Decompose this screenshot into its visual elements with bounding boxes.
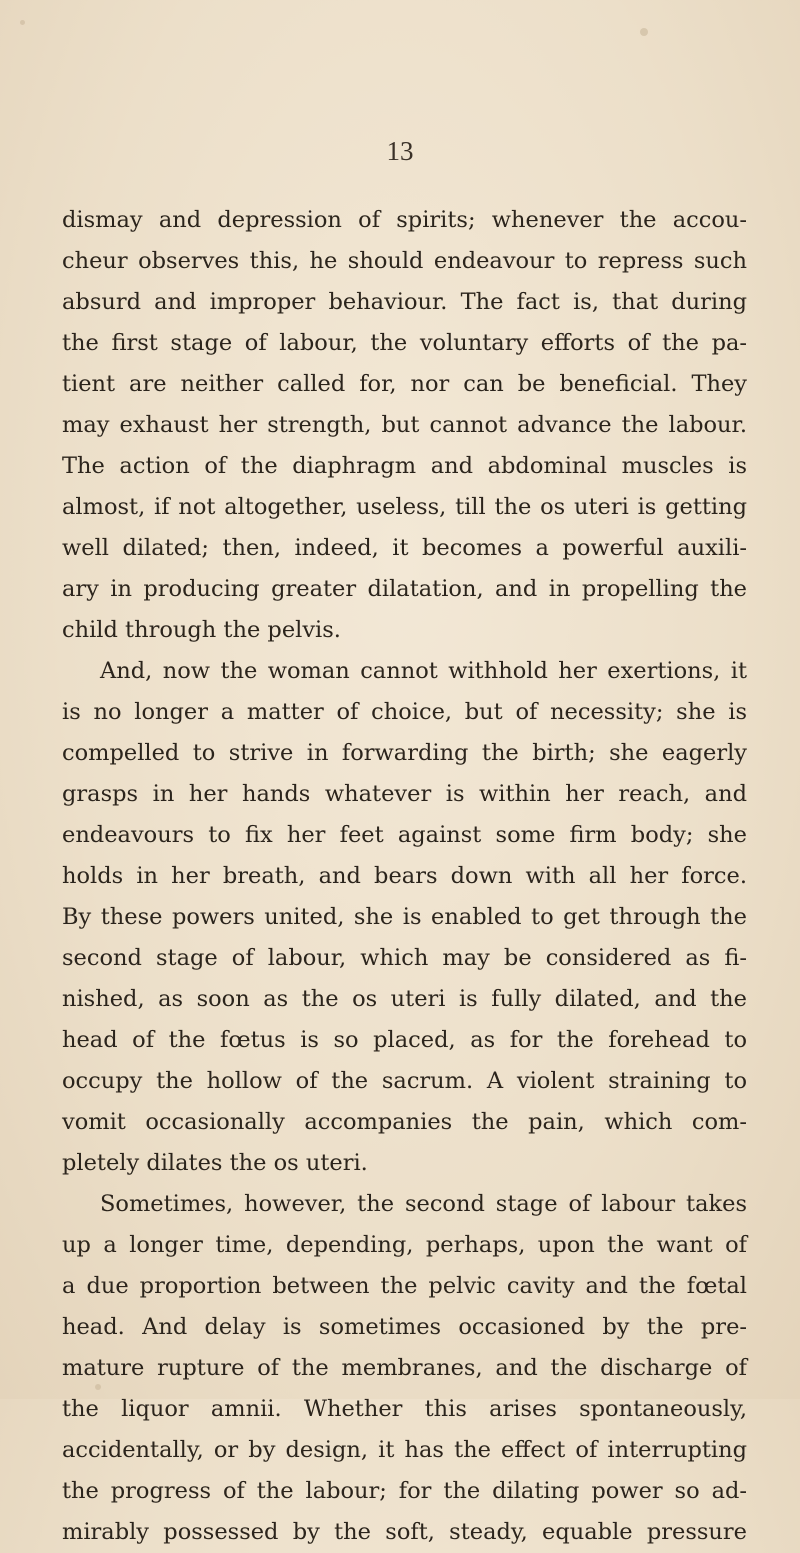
paper-stain — [20, 20, 25, 25]
text-line: the progress of the labour; for the dilating power so ad- — [62, 1478, 747, 1504]
text-line: holds in her breath, and bears down with all her force. — [62, 863, 747, 889]
text-line: dismay and depression of spirits; whenever the accou- — [62, 207, 747, 233]
text-line: second stage of labour, which may be considered as fi- — [62, 945, 747, 971]
text-line: pletely dilates the os uteri. — [62, 1150, 368, 1176]
page-number: 13 — [386, 136, 414, 166]
paragraph — [62, 1184, 747, 1553]
text-line: And, now the woman cannot withhold her exertions, it — [100, 658, 747, 684]
text-line: The action of the diaphragm and abdominal muscles is — [62, 453, 747, 479]
paragraph — [62, 200, 747, 651]
text-line: child through the pelvis. — [62, 617, 341, 643]
text-line: By these powers united, she is enabled to get through the — [62, 904, 747, 930]
text-line: vomit occasionally accompanies the pain, which com- — [62, 1109, 747, 1135]
text-line: occupy the hollow of the sacrum. A violent straining to — [62, 1068, 747, 1094]
text-line: Sometimes, however, the second stage of labour takes — [100, 1191, 747, 1217]
text-line: head. And delay is sometimes occasioned by the pre- — [62, 1314, 747, 1340]
text-line: mirably possessed by the soft, steady, equable pressure — [62, 1519, 747, 1545]
paper-stain — [640, 28, 648, 36]
text-line: grasps in her hands whatever is within her reach, and — [62, 781, 747, 807]
text-line: accidentally, or by design, it has the effect of interrupting — [62, 1437, 747, 1463]
text-line: ary in producing greater dilatation, and in propelling the — [62, 576, 747, 602]
text-line: well dilated; then, indeed, it becomes a powerful auxili- — [62, 535, 747, 561]
text-line: cheur observes this, he should endeavour to repress such — [62, 248, 747, 274]
paragraph — [62, 651, 747, 1184]
text-line: absurd and improper behaviour. The fact is, that during — [62, 289, 747, 315]
text-line: a due proportion between the pelvic cavity and the fœtal — [62, 1273, 747, 1299]
text-line: mature rupture of the membranes, and the discharge of — [62, 1355, 747, 1381]
text-line: tient are neither called for, nor can be beneficial. They — [62, 371, 747, 397]
text-line: compelled to strive in forwarding the birth; she eagerly — [62, 740, 747, 766]
text-line: is no longer a matter of choice, but of necessity; she is — [62, 699, 747, 725]
text-line: the first stage of labour, the voluntary efforts of the pa- — [62, 330, 747, 356]
text-line: may exhaust her strength, but cannot advance the labour. — [62, 412, 747, 438]
text-line: nished, as soon as the os uteri is fully dilated, and the — [62, 986, 747, 1012]
body-text — [62, 200, 747, 1553]
text-line: up a longer time, depending, perhaps, upon the want of — [62, 1232, 747, 1258]
text-line: almost, if not altogether, useless, till the os uteri is getting — [62, 494, 747, 520]
text-line: the liquor amnii. Whether this arises spontaneously, — [62, 1396, 747, 1422]
text-line: head of the fœtus is so placed, as for the forehead to — [62, 1027, 747, 1053]
text-line: endeavours to fix her feet against some firm body; she — [62, 822, 747, 848]
